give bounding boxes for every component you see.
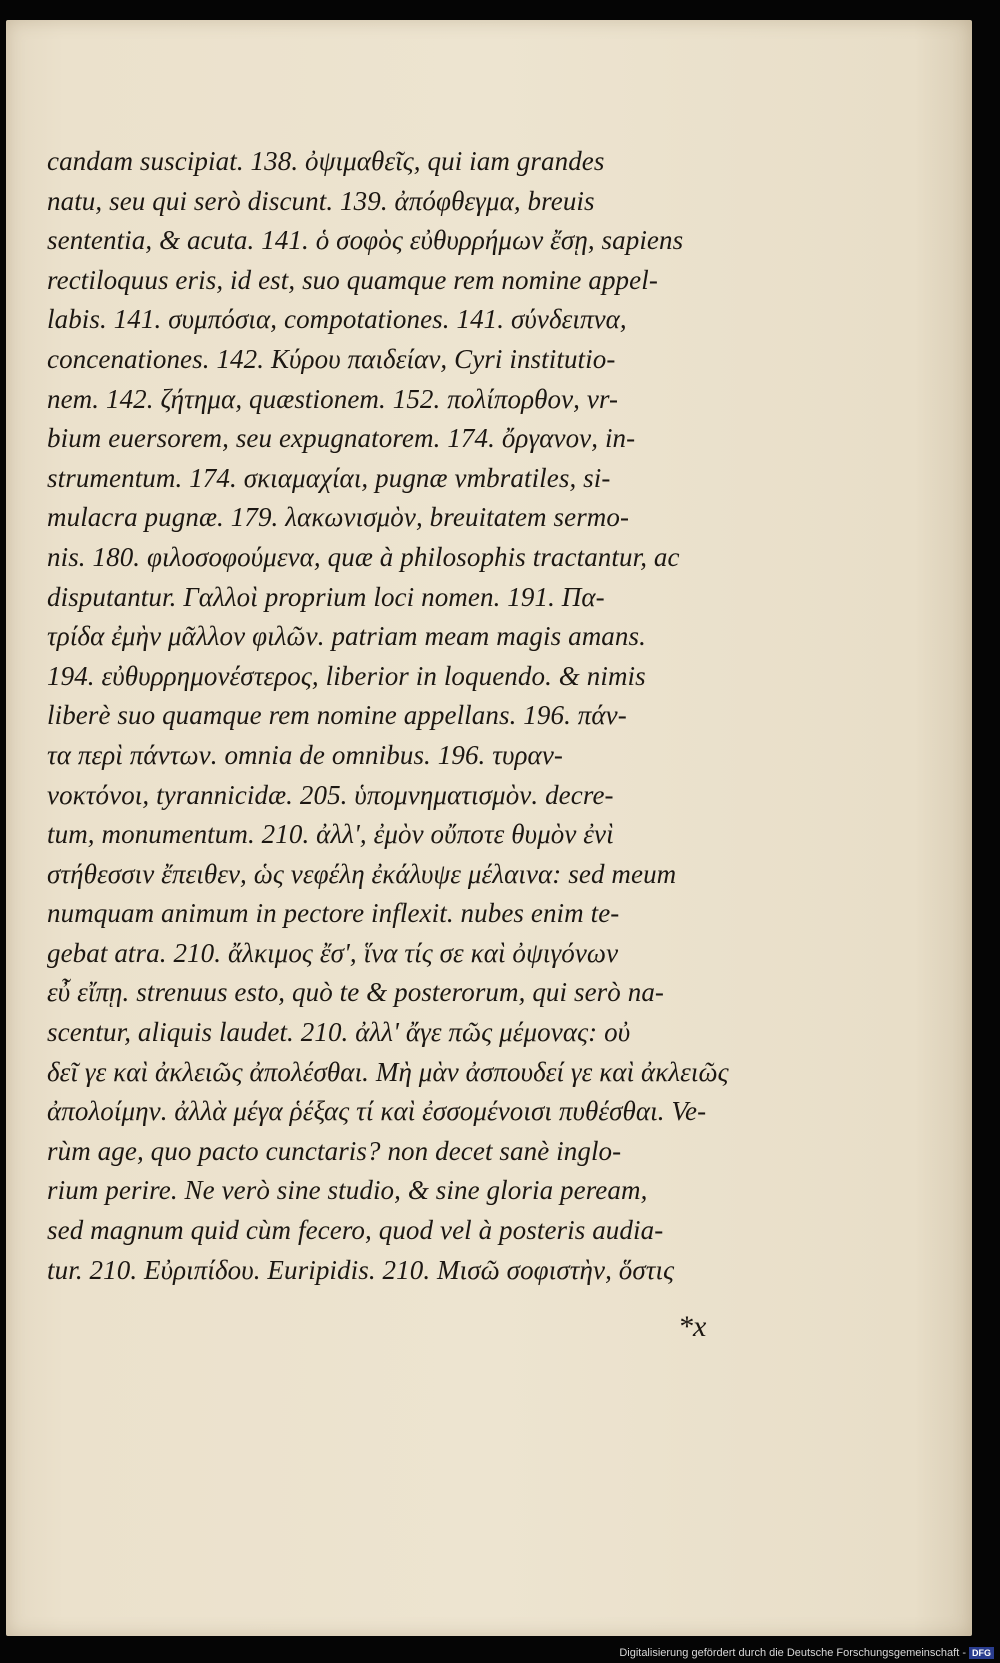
- text-line: candam suscipiat. 138. ὀψιμαθεῖς, qui iam grandes: [47, 146, 605, 176]
- text-line: rùm age, quo pacto cunctaris? non decet sanè inglo-: [47, 1135, 622, 1166]
- text-line: tur. 210. Εὐριπίδου. Euripidis. 210. Μισῶ σοφιστὴν, ὅστις: [47, 1254, 675, 1285]
- footer-text: Digitalisierung gefördert durch die Deutsche Forschungsgemeinschaft -: [619, 1647, 966, 1659]
- text-line: liberè suo quamque rem nomine appellans. 196. πάν-: [47, 700, 627, 731]
- book-page: [6, 20, 972, 1636]
- text-line: natu, seu qui serò discunt. 139. ἀπόφθεγμα, breuis: [47, 185, 595, 216]
- text-line: νοκτόνοι, tyrannicidæ. 205. ὑπομνηματισμὸν. decre-: [47, 779, 614, 810]
- text-line: rectiloquus eris, id est, suo quamque rem nomine appel-: [47, 264, 658, 295]
- text-line: στήθεσσιν ἔπειθεν, ὡς νεφέλη ἐκάλυψε μέλαινα: sed meum: [47, 858, 677, 889]
- text-line: concenationes. 142. Κύρου παιδείαν, Cyri institutio-: [47, 343, 616, 374]
- dfg-logo-icon: DFG: [969, 1647, 994, 1659]
- text-line: strumentum. 174. σκιαμαχίαι, pugnæ vmbratiles, si-: [47, 462, 611, 493]
- text-line: 194. εὐθυρρημονέστερος, liberior in loquendo. & nimis: [47, 660, 646, 691]
- text-line: sed magnum quid cùm fecero, quod vel à posteris audia-: [47, 1215, 664, 1246]
- text-line: rium perire. Ne verò sine studio, & sine gloria peream,: [47, 1175, 648, 1206]
- text-line: mulacra pugnæ. 179. λακωνισμὸν, breuitatem sermo-: [47, 502, 630, 533]
- text-line: nis. 180. φιλοσοφούμενα, quæ à philosophis tractantur, ac: [47, 541, 680, 572]
- text-line: τα περὶ πάντων. omnia de omnibus. 196. τυραν-: [47, 739, 564, 770]
- page-text: [47, 142, 771, 1290]
- text-line: scentur, aliquis laudet. 210. ἀλλ' ἄγε πῶς μέμονας: οὐ: [47, 1017, 631, 1048]
- text-line: τρίδα ἐμὴν μᾶλλον φιλῶν. patriam meam magis amans.: [47, 621, 646, 652]
- text-line: ἀπολοίμην. ἀλλὰ μέγα ῥέξας τί καὶ ἐσσομένοισι πυθέσθαι. Ve-: [47, 1096, 707, 1127]
- catchword-signature: *x: [678, 1310, 707, 1343]
- text-line: nem. 142. ζήτημα, quæstionem. 152. πολίπορθον, vr-: [47, 383, 619, 414]
- text-line: labis. 141. συμπόσια, compotationes. 141. σύνδειπνα,: [47, 304, 627, 335]
- text-line: bium euersorem, seu expugnatorem. 174. ὄργανον, in-: [47, 423, 636, 454]
- text-line: gebat atra. 210. ἄλκιμος ἔσ', ἵνα τίς σε καὶ ὀψιγόνων: [47, 937, 619, 968]
- text-line: tum, monumentum. 210. ἀλλ', ἐμὸν οὔποτε θυμὸν ἐνὶ: [47, 819, 614, 850]
- digitization-footer: [619, 1647, 994, 1659]
- text-line: numquam animum in pectore inflexit. nubes enim te-: [47, 898, 620, 929]
- text-line: δεῖ γε καὶ ἀκλειῶς ἀπολέσθαι. Μὴ μὰν ἀσπουδεί γε καὶ ἀκλειῶς: [47, 1056, 729, 1087]
- text-line: εὖ εἴπῃ. strenuus esto, quò te & posterorum, qui serò na-: [47, 977, 665, 1008]
- text-line: disputantur. Γαλλοὶ proprium loci nomen. 191. Πα-: [47, 581, 605, 612]
- text-line: sententia, & acuta. 141. ὁ σοφὸς εὐθυρρήμων ἔσῃ, sapiens: [47, 225, 684, 256]
